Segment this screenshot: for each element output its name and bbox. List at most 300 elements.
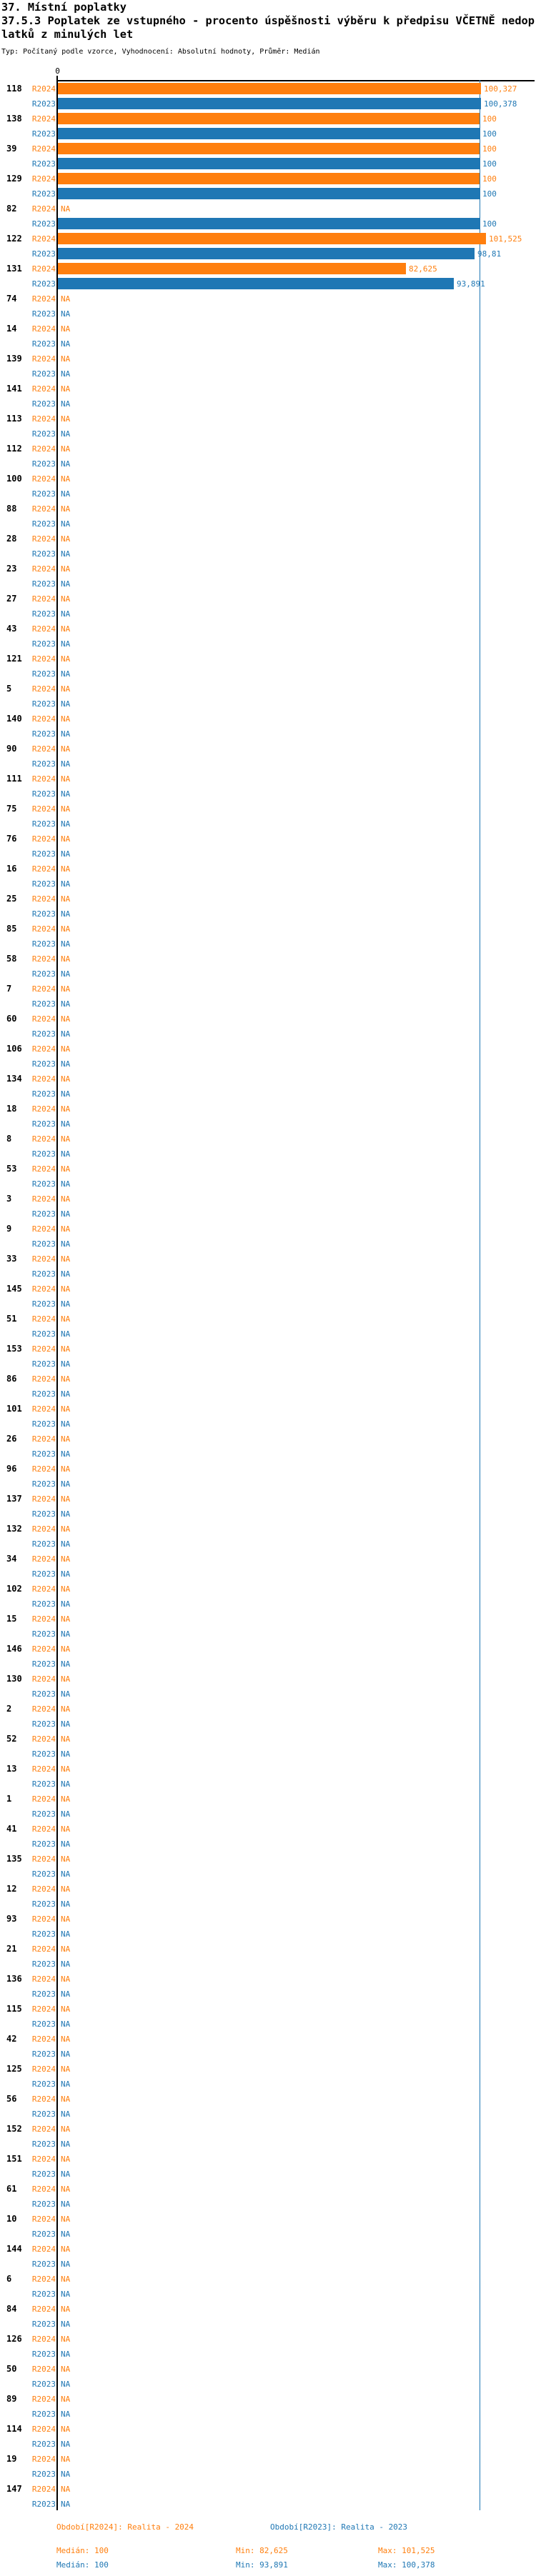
- series-label-r2024: R2024: [31, 804, 56, 814]
- series-label-r2024: R2024: [31, 624, 56, 634]
- na-value-label: NA: [61, 1569, 71, 1579]
- na-value-label: NA: [61, 924, 71, 934]
- series-label-r2024: R2024: [31, 1314, 56, 1324]
- category-label: 101: [6, 1404, 22, 1414]
- series-label-r2023: R2023: [31, 1089, 56, 1099]
- series-label-r2023: R2023: [31, 129, 56, 139]
- bar-r2024: [58, 113, 480, 124]
- series-label-r2023: R2023: [31, 2320, 56, 2329]
- category-label: 131: [6, 264, 22, 274]
- value-label: 100: [482, 159, 497, 169]
- category-label: 125: [6, 2064, 22, 2074]
- series-label-r2023: R2023: [31, 849, 56, 859]
- category-label: 85: [6, 924, 17, 934]
- na-value-label: NA: [61, 1794, 71, 1804]
- series-label-r2024: R2024: [31, 1914, 56, 1924]
- na-value-label: NA: [61, 879, 71, 889]
- series-label-r2024: R2024: [31, 114, 56, 124]
- na-value-label: NA: [61, 1359, 71, 1369]
- series-label-r2024: R2024: [31, 924, 56, 934]
- series-label-r2024: R2024: [31, 144, 56, 154]
- na-value-label: NA: [61, 1089, 71, 1099]
- series-label-r2024: R2024: [31, 1014, 56, 1024]
- series-label-r2024: R2024: [31, 1344, 56, 1354]
- series-label-r2023: R2023: [31, 1209, 56, 1219]
- na-value-label: NA: [61, 519, 71, 529]
- na-value-label: NA: [61, 744, 71, 754]
- na-value-label: NA: [61, 1945, 71, 1954]
- series-label-r2024: R2024: [31, 1524, 56, 1534]
- na-value-label: NA: [61, 1209, 71, 1219]
- series-label-r2024: R2024: [31, 1074, 56, 1084]
- na-value-label: NA: [61, 549, 71, 559]
- series-label-r2023: R2023: [31, 1059, 56, 1069]
- na-value-label: NA: [61, 2080, 71, 2089]
- series-label-r2023: R2023: [31, 2350, 56, 2359]
- na-value-label: NA: [61, 1899, 71, 1909]
- series-label-r2023: R2023: [31, 2470, 56, 2479]
- na-value-label: NA: [61, 2185, 71, 2194]
- category-label: 1: [6, 1794, 12, 1804]
- category-label: 14: [6, 324, 17, 334]
- series-label-r2024: R2024: [31, 2455, 56, 2464]
- na-value-label: NA: [61, 1734, 71, 1744]
- category-label: 25: [6, 894, 17, 904]
- series-label-r2024: R2024: [31, 1734, 56, 1744]
- series-label-r2023: R2023: [31, 549, 56, 559]
- series-label-r2023: R2023: [31, 639, 56, 649]
- series-label-r2023: R2023: [31, 279, 56, 289]
- series-label-r2024: R2024: [31, 2275, 56, 2284]
- series-label-r2024: R2024: [31, 834, 56, 844]
- na-value-label: NA: [61, 579, 71, 589]
- series-label-r2023: R2023: [31, 2290, 56, 2299]
- na-value-label: NA: [61, 864, 71, 874]
- legend-item-r2024: Období[R2024]: Realita - 2024: [56, 2522, 194, 2532]
- series-label-r2024: R2024: [31, 954, 56, 964]
- series-label-r2024: R2024: [31, 1854, 56, 1864]
- series-label-r2024: R2024: [31, 294, 56, 304]
- na-value-label: NA: [61, 1975, 71, 1984]
- category-label: 61: [6, 2184, 17, 2194]
- y-axis-line: [56, 76, 58, 2510]
- na-value-label: NA: [61, 1960, 71, 1969]
- category-label: 56: [6, 2094, 17, 2104]
- na-value-label: NA: [61, 2335, 71, 2344]
- series-label-r2023: R2023: [31, 2170, 56, 2179]
- na-value-label: NA: [61, 1404, 71, 1414]
- bar-r2023: [58, 188, 480, 199]
- report-meta-line: Typ: Počítaný podle vzorce, Vyhodnocení: Absolutní hodnoty, Průměr: Medián: [1, 48, 320, 56]
- series-label-r2024: R2024: [31, 1284, 56, 1294]
- category-label: 42: [6, 2034, 17, 2044]
- na-value-label: NA: [61, 429, 71, 439]
- series-label-r2023: R2023: [31, 1960, 56, 1969]
- bar-r2024: [58, 263, 406, 274]
- category-label: 88: [6, 504, 17, 514]
- category-label: 34: [6, 1554, 17, 1564]
- na-value-label: NA: [61, 1059, 71, 1069]
- series-label-r2024: R2024: [31, 174, 56, 184]
- series-label-r2024: R2024: [31, 1134, 56, 1144]
- na-value-label: NA: [61, 1344, 71, 1354]
- na-value-label: NA: [61, 2365, 71, 2374]
- series-label-r2024: R2024: [31, 774, 56, 784]
- series-label-r2023: R2023: [31, 1239, 56, 1249]
- series-label-r2024: R2024: [31, 354, 56, 364]
- report-indicator-title: 37.5.3 Poplatek ze vstupného - procento úspěšnosti výběru k předpisu VČETNĚ nedoplatků z minulých let: [1, 14, 535, 41]
- series-label-r2023: R2023: [31, 759, 56, 769]
- na-value-label: NA: [61, 2275, 71, 2284]
- na-value-label: NA: [61, 354, 71, 364]
- na-value-label: NA: [61, 294, 71, 304]
- category-label: 82: [6, 204, 17, 214]
- series-label-r2023: R2023: [31, 99, 56, 109]
- series-label-r2023: R2023: [31, 579, 56, 589]
- na-value-label: NA: [61, 1164, 71, 1174]
- na-value-label: NA: [61, 1749, 71, 1759]
- na-value-label: NA: [61, 2380, 71, 2389]
- series-label-r2024: R2024: [31, 1975, 56, 1984]
- series-label-r2024: R2024: [31, 1945, 56, 1954]
- na-value-label: NA: [61, 1224, 71, 1234]
- series-label-r2024: R2024: [31, 1764, 56, 1774]
- category-label: 27: [6, 594, 17, 604]
- category-label: 132: [6, 1524, 22, 1534]
- stat-r2023-max: Max: 100,378: [378, 2560, 435, 2570]
- series-label-r2023: R2023: [31, 1479, 56, 1489]
- na-value-label: NA: [61, 669, 71, 679]
- na-value-label: NA: [61, 624, 71, 634]
- series-label-r2023: R2023: [31, 399, 56, 409]
- na-value-label: NA: [61, 1839, 71, 1849]
- category-label: 89: [6, 2394, 17, 2404]
- series-label-r2024: R2024: [31, 2395, 56, 2404]
- series-label-r2023: R2023: [31, 2140, 56, 2149]
- category-label: 43: [6, 624, 17, 634]
- stat-r2024-min: Min: 82,625: [236, 2546, 288, 2555]
- na-value-label: NA: [61, 2230, 71, 2239]
- category-label: 90: [6, 744, 17, 754]
- series-label-r2024: R2024: [31, 2335, 56, 2344]
- series-label-r2024: R2024: [31, 2095, 56, 2104]
- series-label-r2023: R2023: [31, 999, 56, 1009]
- na-value-label: NA: [61, 1284, 71, 1294]
- na-value-label: NA: [61, 2395, 71, 2404]
- bar-r2023: [58, 248, 475, 259]
- series-label-r2023: R2023: [31, 1539, 56, 1549]
- series-label-r2024: R2024: [31, 1044, 56, 1054]
- na-value-label: NA: [61, 369, 71, 379]
- na-value-label: NA: [61, 1614, 71, 1624]
- na-value-label: NA: [61, 2095, 71, 2104]
- category-label: 6: [6, 2274, 12, 2284]
- series-label-r2023: R2023: [31, 459, 56, 469]
- series-label-r2023: R2023: [31, 369, 56, 379]
- series-label-r2023: R2023: [31, 339, 56, 349]
- series-label-r2024: R2024: [31, 1434, 56, 1444]
- value-label: 100: [482, 144, 497, 154]
- series-label-r2023: R2023: [31, 1629, 56, 1639]
- na-value-label: NA: [61, 309, 71, 319]
- na-value-label: NA: [61, 2050, 71, 2059]
- series-label-r2023: R2023: [31, 669, 56, 679]
- series-label-r2024: R2024: [31, 1614, 56, 1624]
- series-label-r2023: R2023: [31, 789, 56, 799]
- series-label-r2024: R2024: [31, 1104, 56, 1114]
- na-value-label: NA: [61, 894, 71, 904]
- series-label-r2024: R2024: [31, 864, 56, 874]
- series-label-r2024: R2024: [31, 1584, 56, 1594]
- category-label: 51: [6, 1314, 17, 1324]
- na-value-label: NA: [61, 1029, 71, 1039]
- na-value-label: NA: [61, 1044, 71, 1054]
- category-label: 151: [6, 2154, 22, 2164]
- series-label-r2024: R2024: [31, 1194, 56, 1204]
- category-label: 137: [6, 1494, 22, 1504]
- na-value-label: NA: [61, 1914, 71, 1924]
- series-label-r2023: R2023: [31, 609, 56, 619]
- na-value-label: NA: [61, 1689, 71, 1699]
- na-value-label: NA: [61, 1629, 71, 1639]
- series-label-r2024: R2024: [31, 1554, 56, 1564]
- series-label-r2024: R2024: [31, 1794, 56, 1804]
- category-label: 16: [6, 864, 17, 874]
- series-label-r2023: R2023: [31, 1990, 56, 1999]
- series-label-r2023: R2023: [31, 309, 56, 319]
- na-value-label: NA: [61, 609, 71, 619]
- series-label-r2023: R2023: [31, 1779, 56, 1789]
- na-value-label: NA: [61, 459, 71, 469]
- category-label: 13: [6, 1764, 17, 1774]
- na-value-label: NA: [61, 1449, 71, 1459]
- series-label-r2023: R2023: [31, 2500, 56, 2509]
- na-value-label: NA: [61, 2200, 71, 2209]
- series-label-r2024: R2024: [31, 2005, 56, 2014]
- na-value-label: NA: [61, 939, 71, 949]
- na-value-label: NA: [61, 2470, 71, 2479]
- series-label-r2023: R2023: [31, 2230, 56, 2239]
- stat-r2024-median: Medián: 100: [56, 2546, 109, 2555]
- category-label: 21: [6, 1944, 17, 1954]
- series-label-r2024: R2024: [31, 654, 56, 664]
- series-label-r2023: R2023: [31, 1449, 56, 1459]
- na-value-label: NA: [61, 2110, 71, 2119]
- category-label: 41: [6, 1824, 17, 1834]
- category-label: 153: [6, 1344, 22, 1354]
- na-value-label: NA: [61, 1254, 71, 1264]
- category-label: 100: [6, 474, 22, 484]
- category-label: 111: [6, 774, 22, 784]
- na-value-label: NA: [61, 1824, 71, 1834]
- category-label: 129: [6, 174, 22, 184]
- series-label-r2024: R2024: [31, 1254, 56, 1264]
- series-label-r2023: R2023: [31, 189, 56, 199]
- category-label: 12: [6, 1884, 17, 1894]
- category-label: 2: [6, 1704, 12, 1714]
- na-value-label: NA: [61, 1014, 71, 1024]
- category-label: 33: [6, 1254, 17, 1264]
- na-value-label: NA: [61, 2155, 71, 2164]
- na-value-label: NA: [61, 729, 71, 739]
- series-label-r2024: R2024: [31, 204, 56, 214]
- na-value-label: NA: [61, 1524, 71, 1534]
- series-label-r2023: R2023: [31, 159, 56, 169]
- series-label-r2023: R2023: [31, 2020, 56, 2029]
- value-label: 98,81: [477, 249, 502, 259]
- na-value-label: NA: [61, 654, 71, 664]
- series-label-r2023: R2023: [31, 1269, 56, 1279]
- bar-r2024: [58, 143, 480, 154]
- bar-r2023: [58, 128, 480, 139]
- na-value-label: NA: [61, 804, 71, 814]
- bar-r2023: [58, 158, 480, 169]
- na-value-label: NA: [61, 1764, 71, 1774]
- series-label-r2023: R2023: [31, 2050, 56, 2059]
- series-label-r2023: R2023: [31, 1029, 56, 1039]
- series-label-r2023: R2023: [31, 219, 56, 229]
- series-label-r2023: R2023: [31, 1719, 56, 1729]
- series-label-r2023: R2023: [31, 1929, 56, 1939]
- series-label-r2023: R2023: [31, 1119, 56, 1129]
- series-label-r2023: R2023: [31, 1509, 56, 1519]
- na-value-label: NA: [61, 1104, 71, 1114]
- na-value-label: NA: [61, 399, 71, 409]
- series-label-r2023: R2023: [31, 519, 56, 529]
- series-label-r2024: R2024: [31, 1824, 56, 1834]
- series-label-r2024: R2024: [31, 1494, 56, 1504]
- x-axis-zero-tick-label: 0: [55, 66, 60, 76]
- category-label: 75: [6, 804, 17, 814]
- series-label-r2024: R2024: [31, 414, 56, 424]
- bar-r2023: [58, 98, 481, 109]
- na-value-label: NA: [61, 1809, 71, 1819]
- na-value-label: NA: [61, 819, 71, 829]
- value-label: 100,378: [484, 99, 517, 109]
- na-value-label: NA: [61, 504, 71, 514]
- series-label-r2024: R2024: [31, 2125, 56, 2134]
- category-label: 23: [6, 564, 17, 574]
- na-value-label: NA: [61, 1479, 71, 1489]
- series-label-r2023: R2023: [31, 1659, 56, 1669]
- series-label-r2023: R2023: [31, 1899, 56, 1909]
- value-label: 100: [482, 129, 497, 139]
- category-label: 130: [6, 1674, 22, 1684]
- category-label: 152: [6, 2124, 22, 2134]
- category-label: 26: [6, 1434, 17, 1444]
- na-value-label: NA: [61, 534, 71, 544]
- value-label: 82,625: [409, 264, 437, 274]
- stat-r2023-min: Min: 93,891: [236, 2560, 288, 2570]
- series-label-r2023: R2023: [31, 2110, 56, 2119]
- series-label-r2024: R2024: [31, 1404, 56, 1414]
- series-label-r2024: R2024: [31, 1224, 56, 1234]
- na-value-label: NA: [61, 2320, 71, 2329]
- series-label-r2024: R2024: [31, 2155, 56, 2164]
- category-label: 114: [6, 2424, 22, 2434]
- na-value-label: NA: [61, 2455, 71, 2464]
- na-value-label: NA: [61, 1119, 71, 1129]
- na-value-label: NA: [61, 699, 71, 709]
- series-label-r2024: R2024: [31, 564, 56, 574]
- na-value-label: NA: [61, 1434, 71, 1444]
- category-label: 5: [6, 684, 12, 694]
- series-label-r2023: R2023: [31, 1689, 56, 1699]
- na-value-label: NA: [61, 684, 71, 694]
- category-label: 58: [6, 954, 17, 964]
- na-value-label: NA: [61, 1674, 71, 1684]
- category-label: 134: [6, 1074, 22, 1084]
- series-label-r2024: R2024: [31, 234, 56, 244]
- series-label-r2024: R2024: [31, 84, 56, 94]
- category-label: 144: [6, 2244, 22, 2254]
- na-value-label: NA: [61, 2005, 71, 2014]
- value-label: 100: [482, 174, 497, 184]
- category-label: 140: [6, 714, 22, 724]
- category-label: 52: [6, 1734, 17, 1744]
- na-value-label: NA: [61, 1134, 71, 1144]
- na-value-label: NA: [61, 444, 71, 454]
- na-value-label: NA: [61, 954, 71, 964]
- na-value-label: NA: [61, 1539, 71, 1549]
- series-label-r2023: R2023: [31, 1569, 56, 1579]
- value-label: 100: [482, 189, 497, 199]
- series-label-r2024: R2024: [31, 1164, 56, 1174]
- na-value-label: NA: [61, 1374, 71, 1384]
- category-label: 135: [6, 1854, 22, 1864]
- na-value-label: NA: [61, 2215, 71, 2224]
- na-value-label: NA: [61, 2020, 71, 2029]
- na-value-label: NA: [61, 834, 71, 844]
- category-label: 106: [6, 1044, 22, 1054]
- na-value-label: NA: [61, 594, 71, 604]
- series-label-r2024: R2024: [31, 2305, 56, 2314]
- category-label: 96: [6, 1464, 17, 1474]
- na-value-label: NA: [61, 1239, 71, 1249]
- na-value-label: NA: [61, 1884, 71, 1894]
- series-label-r2024: R2024: [31, 684, 56, 694]
- na-value-label: NA: [61, 1269, 71, 1279]
- series-label-r2024: R2024: [31, 1704, 56, 1714]
- na-value-label: NA: [61, 1389, 71, 1399]
- series-label-r2023: R2023: [31, 429, 56, 439]
- category-label: 138: [6, 114, 22, 124]
- value-label: 101,525: [489, 234, 522, 244]
- na-value-label: NA: [61, 489, 71, 499]
- value-label: 100: [482, 219, 497, 229]
- na-value-label: NA: [61, 2500, 71, 2509]
- category-label: 118: [6, 84, 22, 94]
- na-value-label: NA: [61, 2170, 71, 2179]
- series-label-r2024: R2024: [31, 2485, 56, 2494]
- na-value-label: NA: [61, 1644, 71, 1654]
- category-label: 122: [6, 234, 22, 244]
- series-label-r2024: R2024: [31, 2425, 56, 2434]
- series-label-r2024: R2024: [31, 714, 56, 724]
- na-value-label: NA: [61, 2245, 71, 2254]
- series-label-r2024: R2024: [31, 984, 56, 994]
- bar-r2024: [58, 173, 480, 184]
- na-value-label: NA: [61, 1554, 71, 1564]
- na-value-label: NA: [61, 2065, 71, 2074]
- series-label-r2024: R2024: [31, 534, 56, 544]
- na-value-label: NA: [61, 714, 71, 724]
- series-label-r2023: R2023: [31, 249, 56, 259]
- series-label-r2023: R2023: [31, 969, 56, 979]
- category-label: 76: [6, 834, 17, 844]
- series-label-r2023: R2023: [31, 699, 56, 709]
- na-value-label: NA: [61, 1074, 71, 1084]
